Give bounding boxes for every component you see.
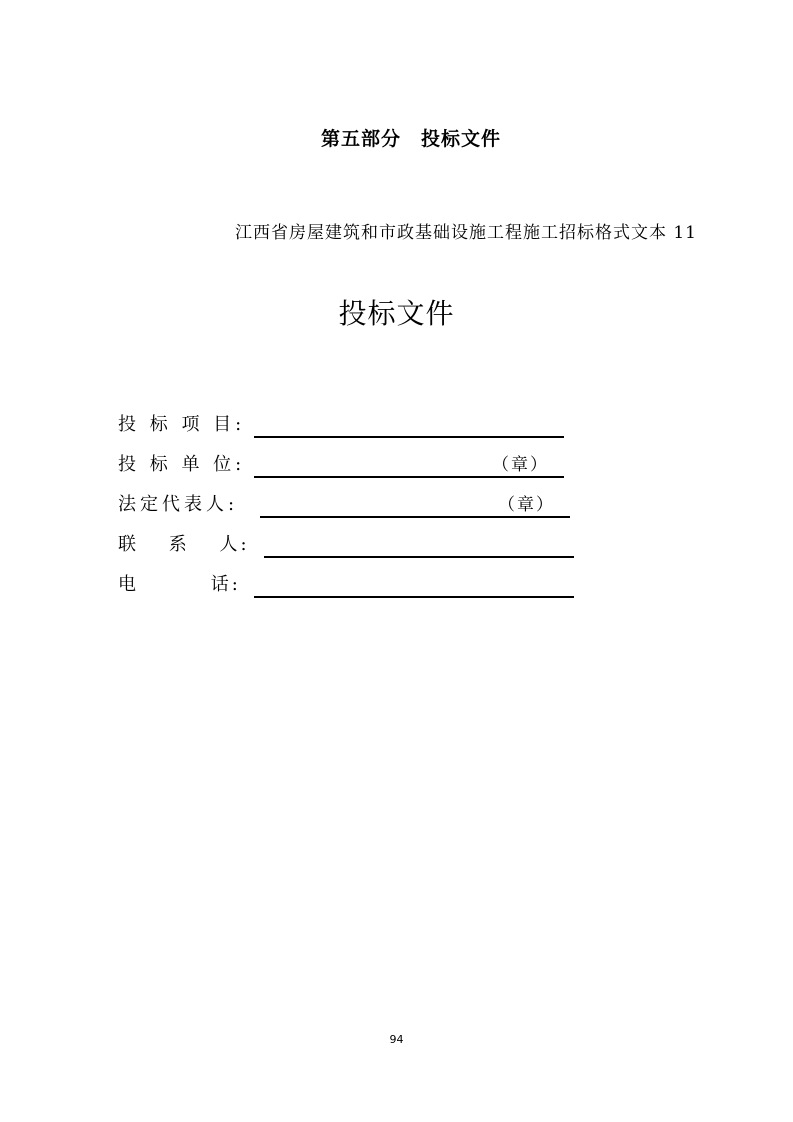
field-bidder <box>118 450 564 480</box>
field-project-line[interactable] <box>254 436 564 438</box>
field-legal-rep <box>118 490 570 520</box>
page-number: 94 <box>389 1033 404 1046</box>
field-bidder-label: 投 标 单 位: <box>118 454 246 475</box>
section-heading: 第五部分 投标文件 <box>320 128 501 150</box>
document-title: 投标文件 <box>338 297 455 330</box>
field-contact-line[interactable] <box>264 556 574 558</box>
field-phone-label: 电 话: <box>118 574 241 595</box>
field-bidder-seal: （章） <box>492 455 549 475</box>
template-note: 江西省房屋建筑和市政基础设施工程施工招标格式文本 11 <box>234 223 697 243</box>
field-phone-line[interactable] <box>254 596 574 598</box>
field-contact-label: 联 系 人: <box>118 534 250 555</box>
field-contact <box>118 530 574 560</box>
field-legal-rep-label: 法定代表人: <box>118 494 239 515</box>
field-phone <box>118 570 574 600</box>
field-legal-rep-seal: （章） <box>498 495 555 515</box>
field-project-label: 投 标 项 目: <box>118 414 246 435</box>
field-project <box>118 410 564 440</box>
